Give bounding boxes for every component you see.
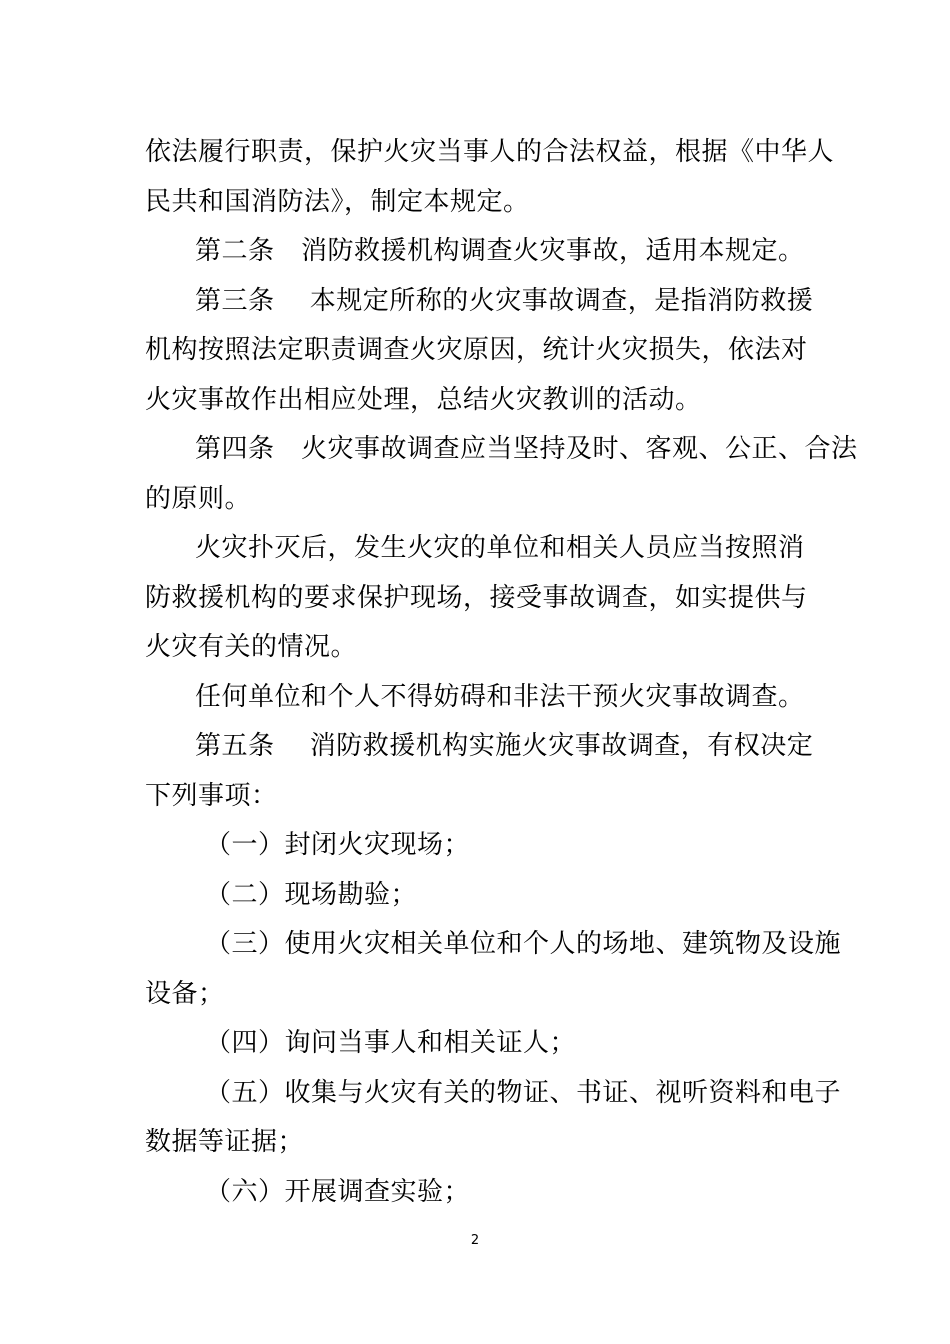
text-line: 数据等证据； bbox=[145, 1127, 305, 1157]
list-item-4: （四）询问当事人和相关证人； bbox=[205, 1028, 577, 1058]
document-body bbox=[145, 128, 858, 1217]
text-line: 机构按照法定职责调查火灾原因，统计火灾损失，依法对 bbox=[145, 335, 808, 365]
list-item-5: （五）收集与火灾有关的物证、书证、视听资料和电子 bbox=[205, 1077, 842, 1108]
text-line: 下列事项： bbox=[145, 780, 278, 811]
page-number: 2 bbox=[470, 1233, 480, 1248]
text-line: 火灾事故作出相应处理，总结火灾教训的活动。 bbox=[145, 384, 702, 415]
paragraph-line: 火灾扑灭后，发生火灾的单位和相关人员应当按照消 bbox=[195, 533, 805, 563]
list-item-6: （六）开展调查实验； bbox=[205, 1176, 471, 1207]
text-line: 依法履行职责，保护火灾当事人的合法权益，根据《中华人 bbox=[145, 137, 835, 167]
text-line: 民共和国消防法》，制定本规定。 bbox=[145, 186, 530, 217]
list-item-1: （一）封闭火灾现场； bbox=[205, 830, 471, 860]
text-line: 的原则。 bbox=[145, 483, 252, 514]
list-item-2: （二）现场勘验； bbox=[205, 879, 418, 910]
text-line: 设备； bbox=[145, 978, 225, 1009]
article-2-line: 第二条 消防救援机构调查火灾事故，适用本规定。 bbox=[195, 236, 805, 266]
article-4-line: 第四条 火灾事故调查应当坚持及时、客观、公正、合法 bbox=[195, 434, 858, 464]
article-5-line: 第五条 消防救援机构实施火灾事故调查，有权决定 bbox=[195, 731, 814, 761]
list-item-3: （三）使用火灾相关单位和个人的场地、建筑物及设施 bbox=[205, 929, 842, 959]
text-line: 防救援机构的要求保护现场，接受事故调查，如实提供与 bbox=[145, 582, 808, 613]
article-3-line: 第三条 本规定所称的火灾事故调查，是指消防救援 bbox=[195, 285, 814, 316]
paragraph-line: 任何单位和个人不得妨碍和非法干预火灾事故调查。 bbox=[195, 681, 805, 712]
text-line: 火灾有关的情况。 bbox=[145, 632, 358, 662]
